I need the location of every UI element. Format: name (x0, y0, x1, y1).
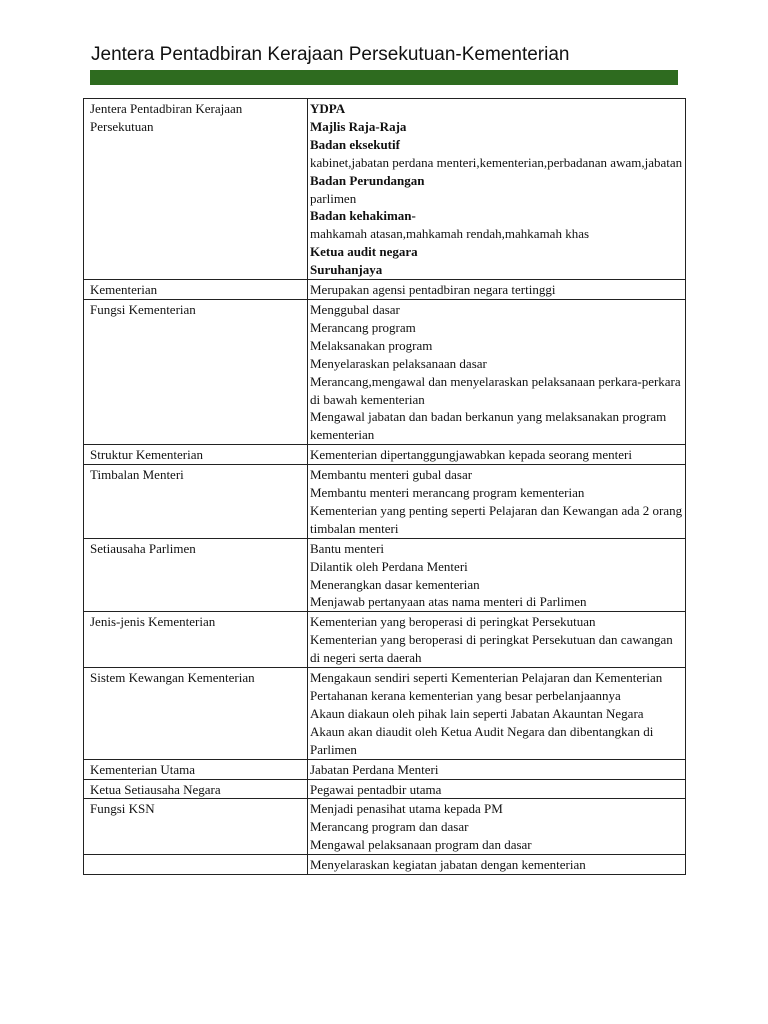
table-row (84, 759, 686, 779)
detail-line: kabinet,jabatan perdana menteri,kementerian,perbadanan awam,jabatan (310, 154, 683, 170)
row-label: Ketua Setiausaha Negara (84, 779, 308, 799)
detail-line: YDPA (310, 101, 346, 116)
detail-line: Mengawal pelaksanaan program dan dasar (310, 837, 532, 853)
row-label: Fungsi KSN (84, 799, 308, 855)
detail-line: Kementerian yang beroperasi di peringkat Persekutuan (310, 614, 596, 630)
row-details (308, 759, 686, 779)
detail-line: Merancang program (310, 319, 416, 335)
row-label: Setiausaha Parlimen (84, 538, 308, 612)
row-label: Timbalan Menteri (84, 465, 308, 539)
detail-line: Menjawab pertanyaan atas nama menteri di Parlimen (310, 594, 587, 610)
row-label: Jentera Pentadbiran Kerajaan Persekutuan (84, 99, 308, 280)
row-details (308, 99, 686, 280)
detail-line: Pegawai pentadbir utama (310, 781, 442, 797)
detail-line: Bantu menteri (310, 540, 385, 556)
detail-line: Merancang program dan dasar (310, 819, 469, 835)
table-row (84, 538, 686, 612)
detail-line: Suruhanjaya (310, 262, 383, 278)
detail-line: Kementerian yang penting seperti Pelajaran dan Kewangan ada 2 orang timbalan menteri (310, 502, 683, 536)
row-details (308, 799, 686, 855)
detail-line: Menjadi penasihat utama kepada PM (310, 801, 503, 817)
detail-line: Membantu menteri merancang program kementerian (310, 485, 585, 501)
title-accent-bar (90, 70, 678, 85)
page-title: Jentera Pentadbiran Kerajaan Persekutuan-Kementerian (91, 44, 570, 65)
detail-line: Majlis Raja-Raja (310, 118, 407, 134)
row-details (308, 465, 686, 539)
detail-line: Akaun diakaun oleh pihak lain seperti Jabatan Akauntan Negara (310, 705, 644, 721)
row-label: Fungsi Kementerian (84, 299, 308, 444)
table-row (84, 668, 686, 760)
detail-line: parlimen (310, 190, 357, 206)
row-details (308, 668, 686, 760)
table-row (84, 779, 686, 799)
detail-line: Menerangkan dasar kementerian (310, 576, 480, 592)
row-label: Jenis-jenis Kementerian (84, 612, 308, 668)
detail-line: Membantu menteri gubal dasar (310, 467, 473, 483)
detail-line: Badan Perundangan (310, 172, 425, 188)
detail-line: Ketua audit negara (310, 244, 418, 260)
row-label: Struktur Kementerian (84, 445, 308, 465)
row-details (308, 445, 686, 465)
detail-line: Kementerian dipertanggungjawabkan kepada seorang menteri (310, 447, 632, 463)
detail-line: Menyelaraskan kegiatan jabatan dengan kementerian (310, 857, 586, 873)
detail-line: Merancang,mengawal dan menyelaraskan pelaksanaan perkara-perkara di bawah kementerian (310, 373, 681, 407)
row-details (308, 538, 686, 612)
detail-line: Melaksanakan program (310, 337, 433, 353)
row-details (308, 299, 686, 444)
detail-line: mahkamah atasan,mahkamah rendah,mahkamah khas (310, 226, 590, 242)
detail-line: Mengakaun sendiri seperti Kementerian Pelajaran dan Kementerian Pertahanan kerana kementerian yang besar perbelanjaannya (310, 670, 663, 703)
table-row (84, 465, 686, 539)
detail-line: Dilantik oleh Perdana Menteri (310, 558, 468, 574)
table-row (84, 445, 686, 465)
detail-line: Merupakan agensi pentadbiran negara tertinggi (310, 282, 556, 298)
row-label (84, 855, 308, 875)
detail-line: Akaun akan diaudit oleh Ketua Audit Negara dan dibentangkan di Parlimen (310, 723, 654, 757)
table-body (84, 99, 686, 875)
detail-line: Menyelaraskan pelaksanaan dasar (310, 355, 487, 371)
detail-line: Badan kehakiman- (310, 208, 416, 224)
detail-line: Kementerian yang beroperasi di peringkat Persekutuan dan cawangan di negeri serta daerah (310, 632, 673, 666)
row-details (308, 280, 686, 300)
table-row (84, 855, 686, 875)
row-label: Sistem Kewangan Kementerian (84, 668, 308, 760)
detail-line: Jabatan Perdana Menteri (310, 761, 439, 777)
detail-line: Badan eksekutif (310, 136, 400, 152)
content-table (83, 98, 686, 875)
table-row (84, 99, 686, 280)
row-label: Kementerian Utama (84, 759, 308, 779)
row-details (308, 612, 686, 668)
row-details (308, 779, 686, 799)
table-row (84, 280, 686, 300)
table-row (84, 799, 686, 855)
detail-line: Menggubal dasar (310, 301, 400, 317)
table-row (84, 299, 686, 444)
table-row (84, 612, 686, 668)
row-label: Kementerian (84, 280, 308, 300)
row-details (308, 855, 686, 875)
detail-line: Mengawal jabatan dan badan berkanun yang melaksanakan program kementerian (310, 409, 667, 443)
